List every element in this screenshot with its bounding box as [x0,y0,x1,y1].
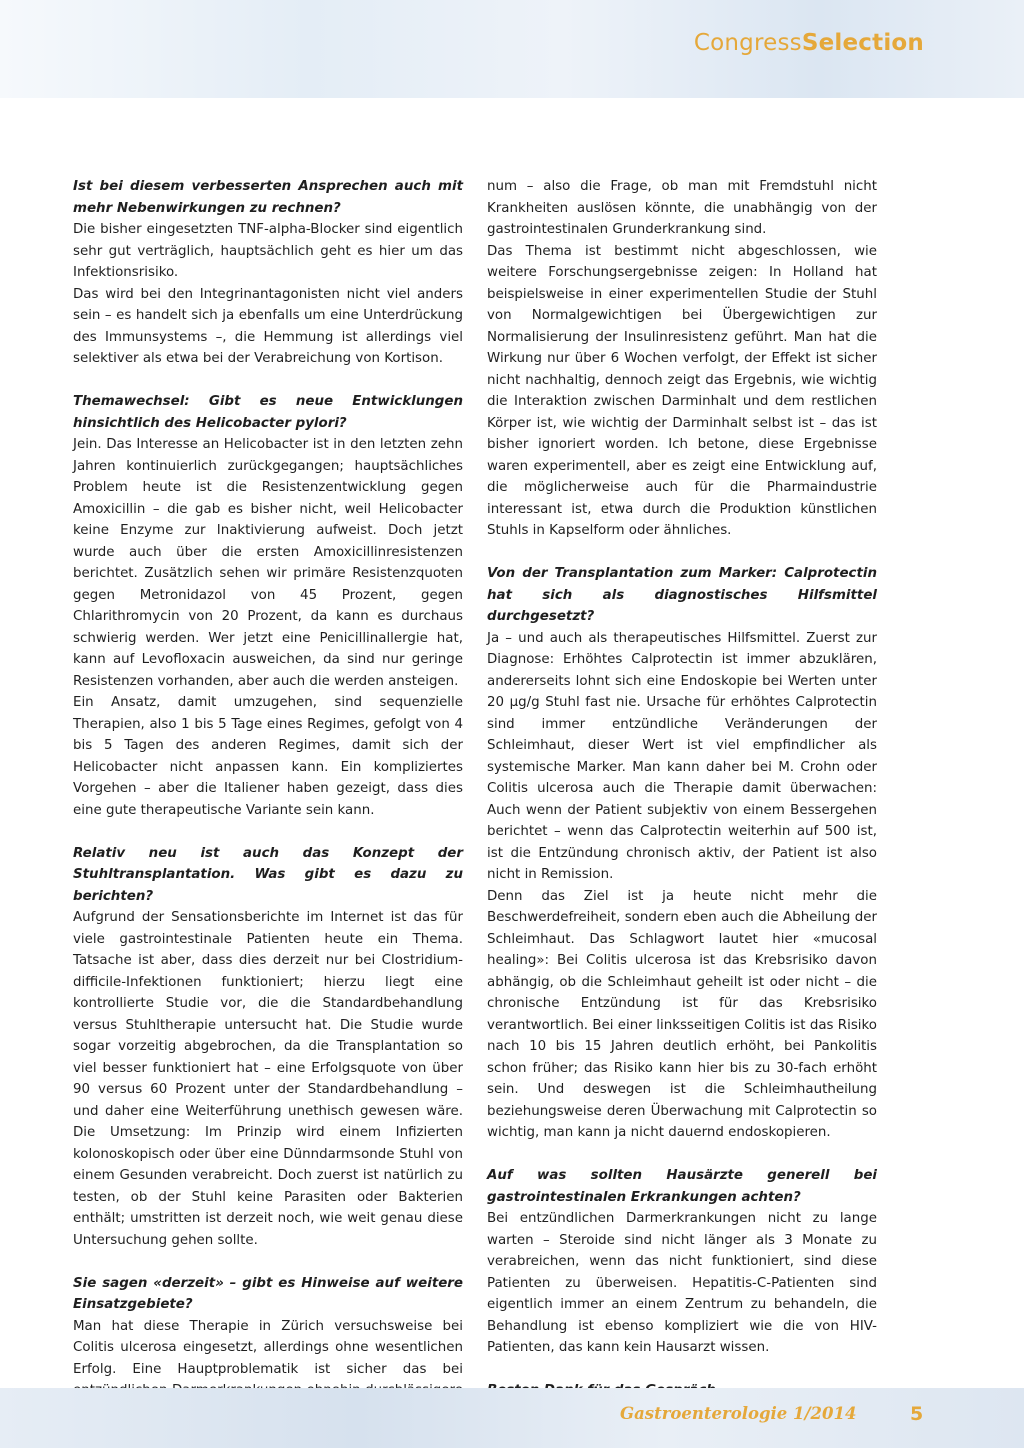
question-2: Themawechsel: Gibt es neue Entwicklungen hinsichtlich des Helicobacter pylori? [73,394,463,431]
answer-4-paragraph-1-continued: num – also die Frage, ob man mit Fremdstuhl nicht Krankheiten auslösen könnte, die unabhängig von der gastrointestinalen Grunderkrankung sind. [487,179,877,237]
answer-1-paragraph-1: Die bisher eingesetzten TNF-alpha-Blocker sind eigentlich sehr gut verträglich, hauptsächlich geht es hier um das Infektionsrisiko. [73,222,463,280]
brand-bold: Selection [801,30,924,56]
page-number: 5 [910,1403,924,1425]
question-6: Auf was sollten Hausärzte generell bei gastrointestinalen Erkrankungen achten? [487,1168,877,1205]
congress-selection-logo [694,30,924,56]
answer-5-paragraph-2: Denn das Ziel ist ja heute nicht mehr die Beschwerdefreiheit, sondern eben auch die Abheilung der Schleimhaut. Das Schlagwort lautet hier «mucosal healing»: Bei Colitis ulcerosa ist das Krebsrisiko davon abhängig, ob die Schleimhaut geheilt ist oder nicht – die chronische Entzündung ist für das Krebsrisiko verantwortlich. Bei einer linksseitigen Colitis ist das Risiko nach 10 bis 15 Jahren deutlich erhöht, bei Pankolitis schon früher; das Risiko kann hier bis zu 30-fach erhöht sein. Und deswegen ist die Schleimhautheilung beziehungsweise deren Überwachung mit Calprotectin so wichtig, man kann ja nicht dauernd endoskopieren. [487,888,877,1140]
answer-2-paragraph-2: Ein Ansatz, damit umzugehen, sind sequenzielle Therapien, also 1 bis 5 Tage eines Regimes, gefolgt von 4 bis 5 Tagen des anderen Regimes, damit sich der Helicobacter nicht anpassen kann. Ein kompliziertes Vorgehen – aber die Italiener haben gezeigt, dass dies eine gute therapeutische Variante sein kann. [73,695,463,818]
answer-5-paragraph-1: Ja – und auch als therapeutisches Hilfsmittel. Zuerst zur Diagnose: Erhöhtes Calprotectin ist immer abzuklären, andererseits lohnt sich eine Endoskopie bei Werten unter 20 µg/g Stuhl fast nie. Ursache für erhöhtes Calprotectin sind immer entzündliche Veränderungen der Schleimhaut, dieser Wert ist viel empfindlicher als systemische Marker. Man kann daher bei M. Crohn oder Colitis ulcerosa auch die Therapie damit überwachen: Auch wenn der Patient subjektiv von einem Bessergehen berichtet – wenn das Calprotectin weiterhin auf 500 ist, ist die Entzündung chronisch aktiv, der Patient ist also nicht in Remission. [487,630,877,882]
journal-title: Gastroenterologie 1/2014 [620,1404,857,1423]
answer-2-paragraph-1: Jein. Das Interesse an Helicobacter ist in den letzten zehn Jahren kontinuierlich zurückgegangen; hauptsächliches Problem heute ist die Resistenzentwicklung gegen Amoxicillin – die gab es bisher nicht, weil Helicobacter keine Enzyme zur Inaktivierung aufweist. Doch jetzt wurde auch über die ersten Amoxicillinresistenzen berichtet. Zusätzlich sehen wir primäre Resistenzquoten gegen Metronidazol von 45 Prozent, gegen Chlarithromycin von 20 Prozent, da kann es durchaus schwierig werden. Wer jetzt eine Penicillinallergie hat, kann auf Levofloxacin ausweichen, da sind nur geringe Resistenzen vorhanden, aber auch die werden ansteigen. [73,437,463,689]
right-column [487,176,877,1416]
answer-3-paragraph-1: Aufgrund der Sensationsberichte im Internet ist das für viele gastrointestinale Patienten heute ein Thema. Tatsache ist aber, dass dies derzeit nur bei Clostridium-difficile-Infektionen funktioniert; hierzu liegt eine kontrollierte Studie vor, die die Standardbehandlung versus Stuhltherapie untersucht hat. Die Studie wurde sogar vorzeitig abgebrochen, da die Transplantation so viel besser funktioniert hat – eine Erfolgsquote von über 90 versus 60 Prozent unter der Standardbehandlung – und daher eine Weiterführung unethisch gewesen wäre. Die Umsetzung: Im Prinzip wird einem Infizierten kolonoskopisch oder über eine Dünndarmsonde Stuhl von einem Gesunden verabreicht. Doch zuerst ist natürlich zu testen, ob der Stuhl keine Parasiten oder Bakterien enthält; umstritten ist derzeit noch, wie weit genau diese Untersuchung gehen sollte. [73,910,463,1248]
answer-1-paragraph-2: Das wird bei den Integrinantagonisten nicht viel anders sein – es handelt sich ja ebenfalls um eine Unterdrückung des Immunsystems –, die Hemmung ist allerdings viel selektiver als etwa bei der Verabreichung von Kortison. [73,286,463,366]
question-5: Von der Transplantation zum Marker: Calprotectin hat sich als diagnostisches Hilfsmittel durchgesetzt? [487,566,877,624]
answer-4-paragraph-2: Das Thema ist bestimmt nicht abgeschlossen, wie weitere Forschungsergebnisse zeigen: In Holland hat beispielsweise in einer experimentellen Studie der Stuhl von Normalgewichtigen bei Übergewichtigen zur Normalisierung der Insulinresistenz geführt. Man hat die Wirkung nur über 6 Wochen verfolgt, der Effekt ist sicher nicht nachhaltig, dennoch zeigt das Ergebnis, wie wichtig die Interaktion zwischen Darminhalt und dem restlichen Körper ist, wie wichtig der Darminhalt selbst ist – das ist bisher ignoriert worden. Ich betone, diese Ergebnisse waren experimentell, aber es zeigt eine Entwicklung auf, die möglicherweise auch für die Pharmaindustrie interessant ist, etwa durch die Produktion künstlichen Stuhls in Kapselform oder ähnliches. [487,243,877,538]
left-column [73,176,463,1423]
footer-band [0,1388,1024,1448]
answer-6-paragraph-1: Bei entzündlichen Darmerkrankungen nicht zu lange warten – Steroide sind nicht länger als 3 Monate zu verabreichen, wenn das nicht funktioniert, sind diese Patienten zu überweisen. Hepatitis-C-Patienten sind eigentlich immer an einem Zentrum zu behandeln, die Behandlung ist ebenso kompliziert wie die von HIV-Patienten, das kann kein Hausarzt wissen. [487,1211,877,1355]
question-4: Sie sagen «derzeit» – gibt es Hinweise auf weitere Einsatzgebiete? [73,1275,463,1312]
answer-4-paragraph-1: Man hat diese Therapie in Zürich versuchsweise bei Colitis ulcerosa eingesetzt, allerdings ohne wesentlichen Erfolg. Eine Hauptproblematik ist sicher das bei [73,1318,463,1377]
brand-regular: Congress [693,30,802,56]
question-1: Ist bei diesem verbesserten Ansprechen auch mit mehr Nebenwirkungen zu rechnen? [73,179,463,216]
question-3: Relativ neu ist auch das Konzept der Stuhltransplantation. Was gibt es dazu zu berichten? [73,845,463,904]
